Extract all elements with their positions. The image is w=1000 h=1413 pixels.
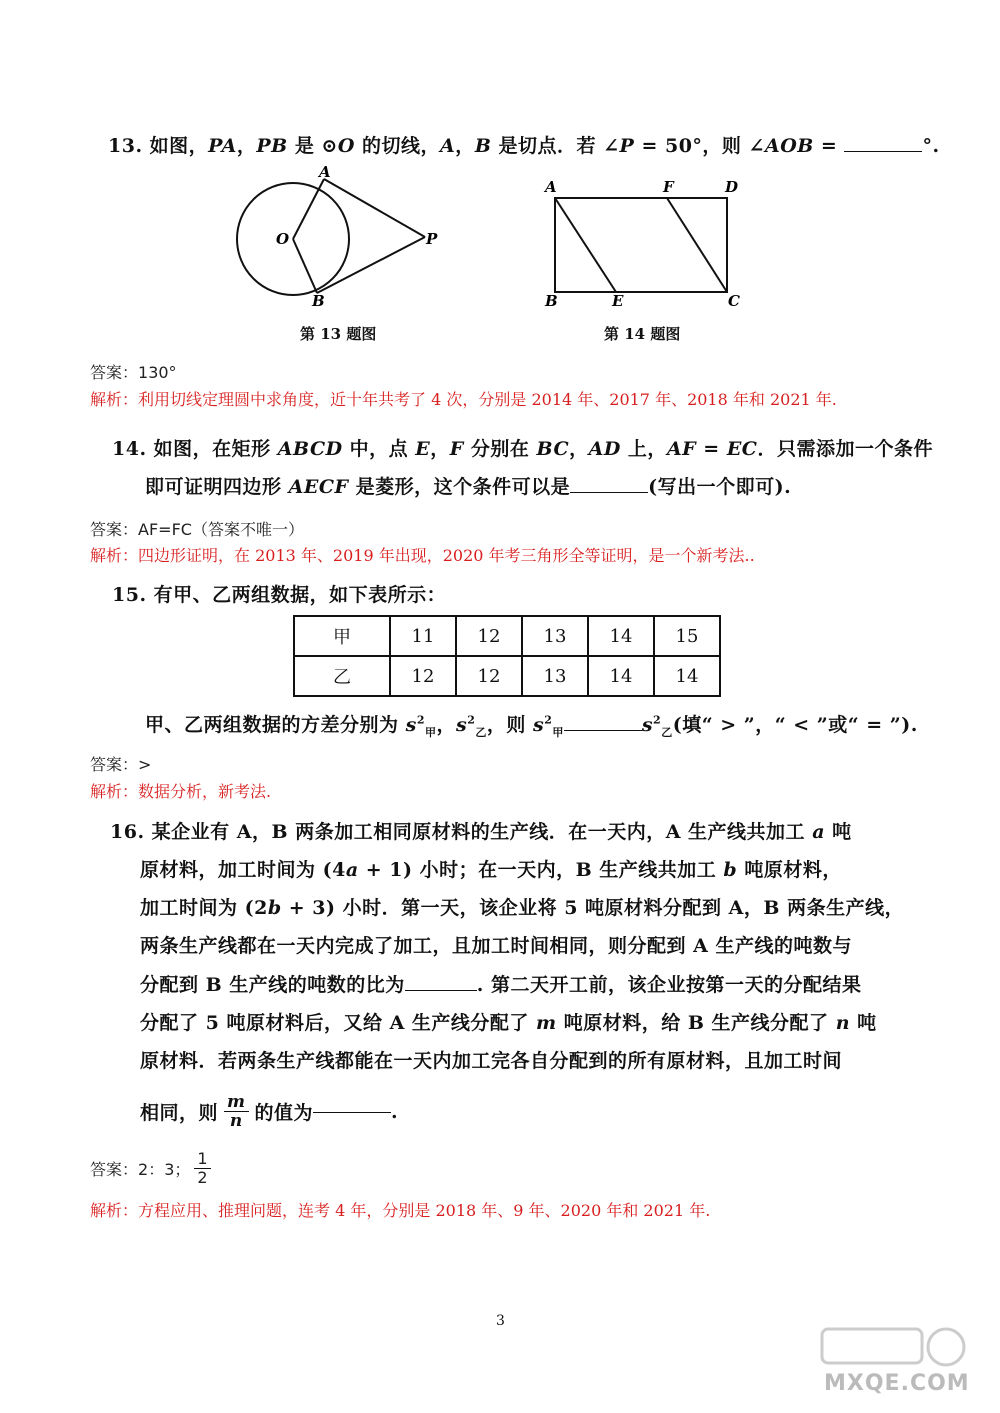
q16-value-blank [313, 1111, 391, 1113]
label-c: C [728, 292, 740, 310]
label-o: O [276, 230, 290, 248]
table-cell: 14 [654, 656, 720, 696]
q16-line1: 16. 某企业有 A，B 两条加工相同原材料的生产线．在一天内，A 生产线共加工 a 吨 [110, 821, 852, 843]
q16-line7: 原材料．若两条生产线都能在一天内加工完各自分配到的所有原材料，且加工时间 [140, 1050, 843, 1072]
watermark-text: MXQE.COM [824, 1371, 970, 1396]
q16-answer: 答案： 2：3； $\frac{1}{2}$ [90, 1150, 211, 1187]
one-half-fraction: $\frac{1}{2}$ [194, 1150, 210, 1187]
label-b: B [312, 292, 325, 310]
q16-line2: 原材料，加工时间为 (4a + 1) 小时；在一天内，B 生产线共加工 b 吨原材料， [140, 859, 842, 881]
q14-answer-blank [570, 491, 648, 493]
q15-analysis: 解析：数据分析，新考法. [90, 782, 272, 801]
q13-analysis: 解析：利用切线定理圆中求角度，近十年共考了 4 次，分别是 2014 年、2017 年、2018 年和 2021 年. [90, 390, 837, 409]
table-cell: 14 [588, 656, 654, 696]
table-cell: 12 [456, 656, 522, 696]
table-cell: 15 [654, 616, 720, 656]
q14-figure-caption: 第 14 题图 [604, 325, 681, 343]
q15-stem: 15. 有甲、乙两组数据，如下表所示： [112, 584, 447, 606]
label-e: E [612, 292, 624, 310]
tangent-pb [317, 237, 425, 293]
table-row [294, 616, 720, 656]
label-f: F [663, 178, 674, 196]
segment-oa [293, 179, 324, 239]
q16-analysis: 解析：方程应用、推理问题，连考 4 年，分别是 2018 年、9 年、2020 年和 2021 年. [90, 1201, 711, 1220]
rectangle-abcd [555, 198, 727, 292]
table-cell: 12 [390, 656, 456, 696]
label-a: A [319, 165, 331, 181]
q15-answer-blank [564, 729, 642, 731]
table-cell: 14 [588, 616, 654, 656]
m-over-n-fraction: $\frac{m}{n}$ [224, 1093, 249, 1130]
q14-analysis: 解析：四边形证明，在 2013 年、2019 年出现，2020 年考三角形全等证明，是一个新考法.. [90, 546, 755, 565]
table-cell: 11 [390, 616, 456, 656]
table-cell: 甲 [294, 616, 390, 656]
table-cell: 13 [522, 616, 588, 656]
table-cell: 13 [522, 656, 588, 696]
q13-stem: 13. 如图，PA，PB 是 ⊙O 的切线，A，B 是切点．若 ∠P = 50°，则 ∠AOB = °. [108, 135, 940, 157]
q16-line3: 加工时间为 (2b + 3) 小时．第一天，该企业将 5 吨原材料分配到 A，B 两条生产线， [140, 897, 905, 919]
label-a: A [545, 178, 557, 196]
q16-line4: 两条生产线都在一天内完成了加工，且加工时间相同，则分配到 A 生产线的吨数与 [140, 935, 852, 957]
q16-line6: 分配了 5 吨原材料后，又给 A 生产线分配了 m 吨原材料，给 B 生产线分配了 n 吨 [140, 1012, 877, 1034]
watermark-logo [818, 1325, 968, 1397]
segment-fc [667, 198, 727, 292]
table-row [294, 656, 720, 696]
segment-ae [555, 198, 616, 292]
page-number: 3 [496, 1313, 505, 1329]
q16-line5: 分配到 B 生产线的吨数的比为 . 第二天开工前，该企业按第一天的分配结果 [140, 974, 862, 996]
q14-answer: 答案：AF=FC（答案不唯一） [90, 520, 304, 539]
q13-figure [225, 165, 445, 310]
q13-answer-blank [844, 150, 922, 152]
table-cell: 乙 [294, 656, 390, 696]
label-b: B [545, 292, 558, 310]
label-d: D [725, 178, 739, 196]
q16-ratio-blank [405, 989, 477, 991]
q15-answer: 答案：> [90, 755, 152, 774]
q14-stem-line1: 14. 如图，在矩形 ABCD 中，点 E，F 分别在 BC，AD 上，AF = EC．只需添加一个条件 [112, 438, 933, 460]
q15-question: 甲、乙两组数据的方差分别为 $s^2_甲$，$s^2_乙$，则 $s^2_甲$ $s^2_乙$(填“ > ”，“ < ”或“ = ”). [145, 713, 918, 739]
segment-ob [293, 239, 317, 293]
label-p: P [426, 230, 438, 248]
q13-figure-caption: 第 13 题图 [300, 325, 377, 343]
q15-data-table [293, 615, 721, 697]
q14-stem-line2: 即可证明四边形 AECF 是菱形，这个条件可以是 (写出一个即可). [145, 476, 792, 498]
q13-answer: 答案：130° [90, 363, 177, 382]
table-cell: 12 [456, 616, 522, 656]
q14-figure [540, 176, 750, 311]
q16-line8: 相同，则 $\frac{m}{n}$ 的值为 . [140, 1092, 399, 1131]
